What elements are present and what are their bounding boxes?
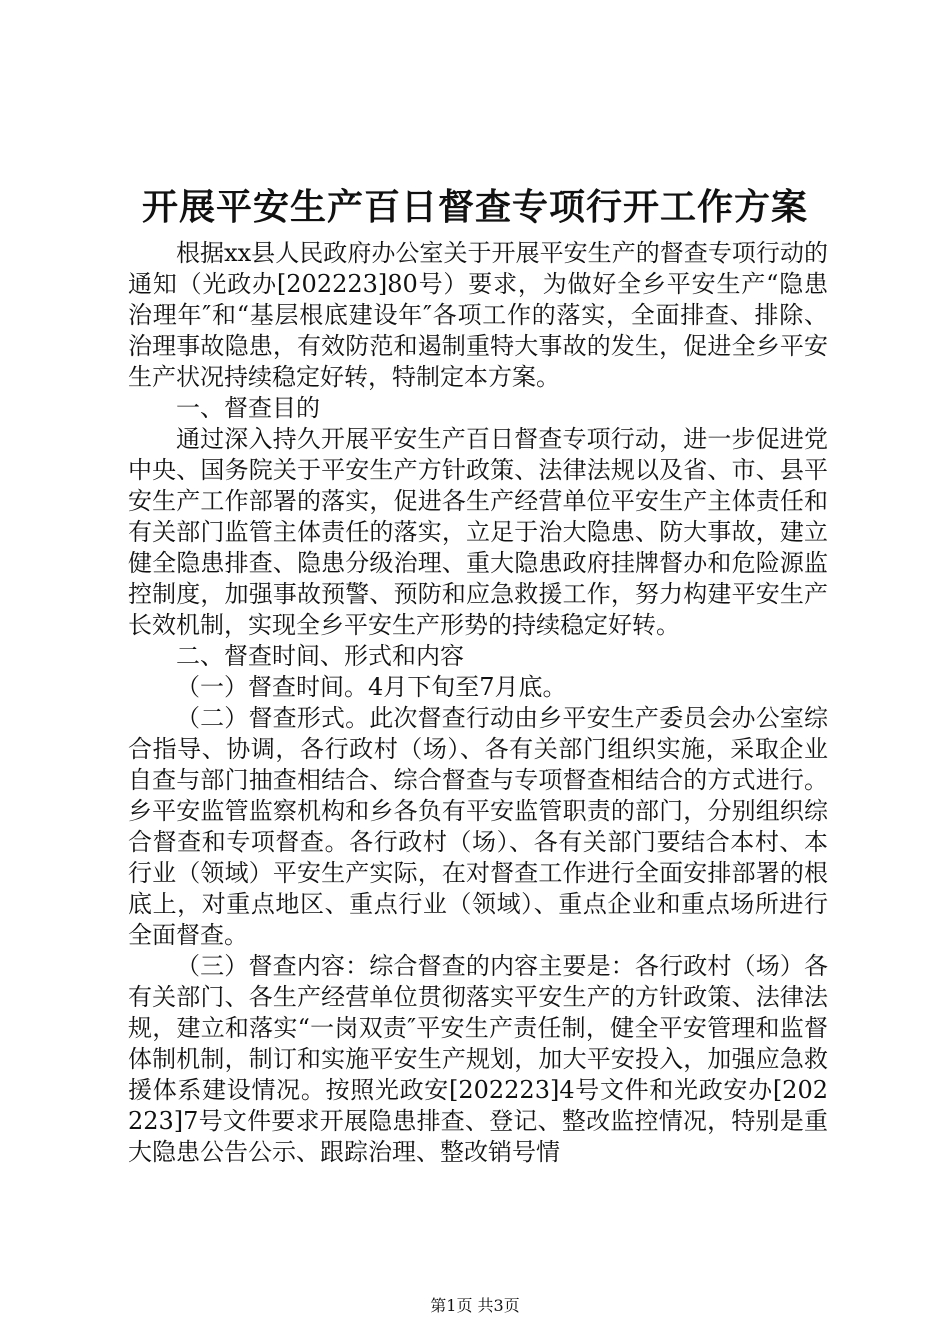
document-title: 开展平安生产百日督查专项行开工作方案 xyxy=(141,186,808,228)
intro-paragraph: 根据xx县人民政府办公室关于开展平安生产的督查专项行动的通知（光政办[202223]80号）要求，为做好全乡平安生产“隐患治理年″和“基层根底建设年″各项工作的落实，全面排查、排除、治理事故隐患，有效防范和遏制重特大事故的发生，促进全乡平安生产状况持续稳定好转，特制定本方案。 xyxy=(128,239,828,391)
document-body xyxy=(128,238,828,1168)
page-footer: 第1页 共3页 xyxy=(430,1296,520,1315)
purpose-paragraph: 通过深入持久开展平安生产百日督查专项行动，进一步促进党中央、国务院关于平安生产方针政策、法律法规以及省、市、县平安生产工作部署的落实，促进各生产经营单位平安生产主体责任和有关部门监管主体责任的落实，立足于治大隐患、防大事故，建立健全隐患排查、隐患分级治理、重大隐患政府挂牌督办和危险源监控制度，加强事故预警、预防和应急救援工作，努力构建平安生产长效机制，实现全乡平安生产形势的持续稳定好转。 xyxy=(128,425,828,639)
form-paragraph: （二）督查形式。此次督查行动由乡平安生产委员会办公室综合指导、协调，各行政村（场）、各有关部门组织实施，采取企业自查与部门抽查相结合、综合督查与专项督查相结合的方式进行。乡平安监管监察机构和乡各负有平安监管职责的部门，分别组织综合督查和专项督查。各行政村（场）、各有关部门要结合本村、本行业（领域）平安生产实际，在对督查工作进行全面安排部署的根底上，对重点地区、重点行业（领域）、重点企业和重点场所进行全面督查。 xyxy=(128,704,828,949)
content-paragraph: （三）督查内容：综合督查的内容主要是：各行政村（场）各有关部门、各生产经营单位贯彻落实平安生产的方针政策、法律法规，建立和落实“一岗双责″平安生产责任制，健全平安管理和监督体制机制，制订和实施平安生产规划，加大平安投入，加强应急救援体系建设情况。按照光政安[202223]4号文件和光政安办[202223]7号文件要求开展隐患排查、登记、整改监控情况，特别是重大隐患公告公示、跟踪治理、整改销号情 xyxy=(128,952,828,1166)
section-heading-time-form-content: 二、督查时间、形式和内容 xyxy=(176,642,464,670)
section-heading-purpose: 一、督查目的 xyxy=(176,394,320,422)
time-paragraph: （一）督查时间。4月下旬至7月底。 xyxy=(176,673,567,701)
